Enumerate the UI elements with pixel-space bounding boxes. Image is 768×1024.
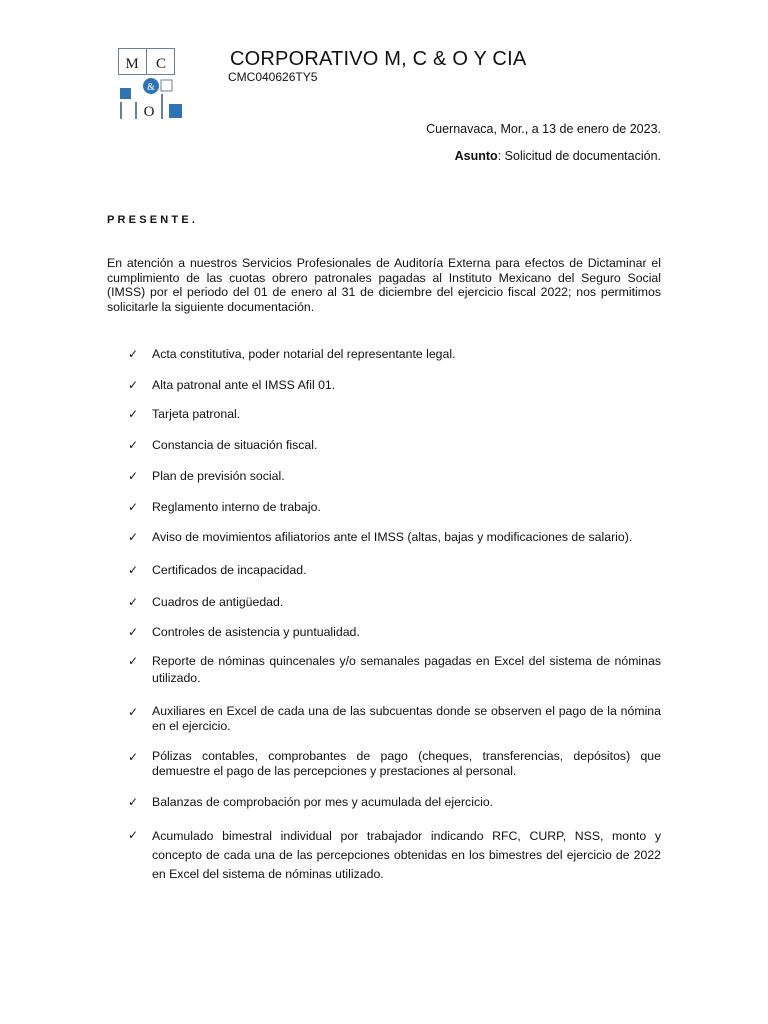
logo-square-outline — [161, 80, 172, 91]
check-icon: ✓ — [128, 828, 139, 842]
subject-label: Asunto — [454, 149, 498, 163]
check-icon: ✓ — [128, 407, 139, 421]
check-icon: ✓ — [128, 625, 139, 639]
checklist-item — [128, 653, 661, 687]
checklist-item-text: Acumulado bimestral individual por trabajador indicando RFC, CURP, NSS, monto y concepto de cada una de las percepciones obtenidas en los bimestres del ejercicio de 2022 en Excel del sistema de nóminas utilizado. — [152, 829, 661, 881]
checklist-item — [128, 468, 661, 484]
company-name: CORPORATIVO M, C & O Y CIA — [230, 48, 527, 70]
company-rfc: CMC040626TY5 — [228, 70, 318, 84]
checklist-item-text: Reglamento interno de trabajo. — [152, 500, 321, 514]
checklist-item-text: Controles de asistencia y puntualidad. — [152, 625, 360, 639]
checklist-item — [128, 794, 661, 810]
checklist-item — [128, 437, 661, 453]
checklist-item — [128, 562, 661, 578]
subject-line — [455, 148, 661, 164]
logo-square-left — [120, 88, 131, 99]
checklist-item — [128, 529, 661, 545]
check-icon: ✓ — [128, 795, 139, 809]
checklist-item — [128, 406, 661, 422]
check-icon: ✓ — [128, 438, 139, 452]
checklist-item-text: Reporte de nóminas quincenales y/o semanales pagadas en Excel del sistema de nóminas utilizado. — [152, 654, 661, 685]
checklist-item-text: Acta constitutiva, poder notarial del representante legal. — [152, 347, 456, 361]
check-icon: ✓ — [128, 654, 139, 668]
checklist-item-text: Constancia de situación fiscal. — [152, 438, 318, 452]
check-icon: ✓ — [128, 378, 139, 392]
intro-paragraph: En atención a nuestros Servicios Profesionales de Auditoría Externa para efectos de Dictaminar el cumplimiento de las cuotas obrero patronales pagadas al Instituto Mexicano del Seguro Social (IMSS) por el periodo del 01 de enero al 31 de diciembre del ejercicio fiscal 2022; nos permitimos solicitarle la siguiente documentación. — [107, 256, 661, 314]
logo-letter-m: M — [125, 56, 139, 72]
checklist-item-text: Aviso de movimientos afiliatorios ante el IMSS (altas, bajas y modificaciones de salario). — [152, 530, 633, 544]
checklist-item — [128, 704, 661, 734]
checklist-item — [128, 594, 661, 610]
subject-text: : Solicitud de documentación. — [497, 149, 661, 163]
checklist-item — [128, 624, 661, 640]
checklist-item-text: Balanzas de comprobación por mes y acumulada del ejercicio. — [152, 795, 494, 809]
check-icon: ✓ — [128, 563, 139, 577]
checklist-item-text: Tarjeta patronal. — [152, 407, 241, 421]
checklist-item-text: Alta patronal ante el IMSS Afil 01. — [152, 378, 336, 392]
checklist-item-text: Pólizas contables, comprobantes de pago (cheques, transferencias, depósitos) que demuestre el pago de las percepciones y prestaciones al personal. — [152, 749, 661, 778]
salutation: PRESENTE. — [107, 214, 199, 226]
check-icon: ✓ — [128, 500, 139, 514]
checklist-item-text: Auxiliares en Excel de cada una de las subcuentas donde se observen el pago de la nómina en el ejercicio. — [152, 704, 661, 733]
check-icon: ✓ — [128, 595, 139, 609]
check-icon: ✓ — [128, 469, 139, 483]
checklist-item — [128, 377, 661, 393]
company-logo — [118, 48, 184, 120]
checklist-item-text: Certificados de incapacidad. — [152, 563, 307, 577]
checklist-item — [128, 827, 661, 884]
checklist-item — [128, 346, 661, 362]
logo-letter-o: O — [143, 104, 155, 120]
logo-square-right — [169, 104, 182, 118]
logo-ampersand: & — [147, 82, 155, 93]
check-icon: ✓ — [128, 530, 139, 544]
logo-bar-right — [161, 94, 163, 119]
logo-letter-c: C — [155, 56, 167, 72]
check-icon: ✓ — [128, 347, 139, 361]
logo-bar-mid — [135, 102, 137, 119]
place-date: Cuernavaca, Mor., a 13 de enero de 2023. — [426, 122, 661, 136]
checklist-item-text: Cuadros de antigüedad. — [152, 595, 284, 609]
checklist-item — [128, 499, 661, 515]
check-icon: ✓ — [128, 750, 139, 764]
logo-bar-left — [120, 102, 122, 119]
check-icon: ✓ — [128, 705, 139, 719]
checklist-item-text: Plan de previsión social. — [152, 469, 285, 483]
checklist-item — [128, 749, 661, 779]
